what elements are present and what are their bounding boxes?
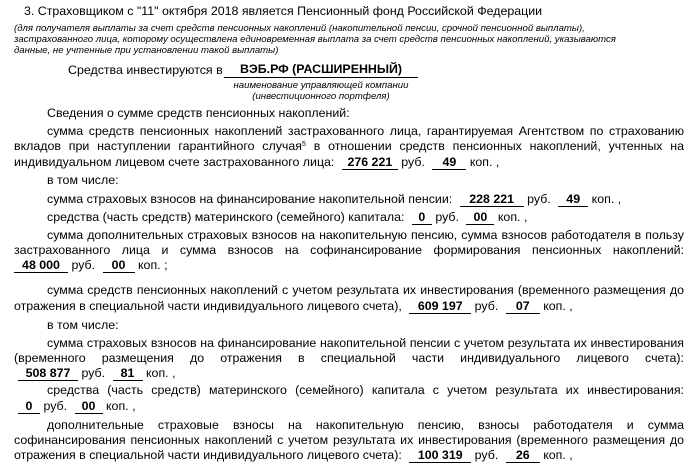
kop-label: коп. (469, 155, 493, 169)
block2-additional-line-2: софинансирования пенсионных накоплений с учетом результата их инвестирования (временного размещения до (14, 433, 684, 447)
rub-label: руб. (81, 366, 106, 380)
block2-line-2 (14, 299, 694, 314)
rub-label: руб. (401, 155, 425, 169)
investment-label: Средства инвестируются в (68, 63, 223, 77)
kop-label: коп. (543, 448, 566, 462)
header-line: 3. Страховщиком с "11" октября 2018 является Пенсионный фонд Российской Федерации (24, 4, 543, 18)
block1-line-1: сумма средств пенсионных накоплений застрахованного лица, гарантируемая Агентством по страхованию (47, 124, 684, 138)
manager-caption-2: (инвестиционного портфеля) (252, 91, 390, 102)
block2-additional-line-1: дополнительные страховые взносы на накопительную пенсию, взносы работодателя и сумма (47, 418, 684, 432)
block2-insurance-kop: 81 (113, 367, 143, 381)
block1-maternity-rub: 0 (412, 211, 432, 225)
comma: , (495, 155, 500, 169)
block2-maternity-line-2 (14, 399, 414, 414)
block2-additional-kop: 26 (506, 449, 540, 463)
block1-line-3 (14, 155, 694, 170)
block2-insurance-line-3 (14, 366, 414, 381)
block1-line-2 (14, 139, 684, 154)
comma: , (617, 192, 622, 206)
block2-kop-value: 07 (506, 300, 540, 314)
header-note-2: застрахованного лица, которому осуществлена единовременная выплата за счет средств пенсионных накоплений, указываются (14, 34, 616, 45)
kop-label: коп. (591, 192, 615, 206)
block2-additional-line-3 (14, 448, 694, 463)
block2-maternity-rub: 0 (18, 400, 40, 414)
kop-label: коп. (543, 299, 566, 313)
block2-maternity-line-1: средства (часть средств) материнского (семейного) капитала с учетом результата их инвестирования: (47, 383, 684, 397)
comma: , (523, 210, 528, 224)
block2-additional-line-3-text: отражения в специальной части индивидуального лицевого счета): (14, 448, 402, 462)
rub-label: руб. (527, 192, 551, 206)
block1-additional-line-3 (14, 258, 414, 273)
block2-line-1: сумма средств пенсионных накоплений с учетом результата их инвестирования (временного размещения до (47, 283, 684, 297)
block2-maternity-kop: 00 (75, 400, 103, 414)
rub-label: руб. (71, 258, 96, 272)
block1-maternity-label: средства (часть средств) материнского (семейного) капитала: (47, 210, 405, 224)
block1-maternity-kop: 00 (466, 211, 494, 225)
footnote-marker: 5 (301, 141, 306, 148)
block1-insurance-rub: 228 221 (460, 193, 524, 207)
kop-label: коп. (146, 366, 169, 380)
manager-caption-1: наименование управляющей компании (233, 80, 409, 91)
comma: , (569, 299, 573, 313)
block1-insurance (47, 192, 687, 207)
block1-line-2a: вкладов при наступлении гарантийного случая (14, 139, 302, 153)
block1-additional-kop: 00 (103, 259, 135, 273)
block2-additional-rub: 100 319 (409, 449, 471, 463)
block1-line-3-text: индивидуальном лицевом счете застрахованного лица: (14, 155, 335, 169)
kop-label: коп. (497, 210, 521, 224)
block2-insurance-line-2: (временного размещения до отражения в специальной части индивидуального лицевого счета): (14, 351, 684, 365)
block2-insurance-rub: 508 877 (18, 367, 78, 381)
block1-additional-line-1: сумма дополнительных страховых взносов на накопительную пенсию, сумма взносов работодателя в пользу (47, 228, 684, 242)
block1-incl: в том числе: (47, 173, 119, 187)
kop-label: коп. (138, 258, 161, 272)
semicolon: ; (164, 258, 168, 272)
manager-name: ВЭБ.РФ (РАСШИРЕННЫЙ) (224, 62, 418, 78)
header-note-3: данные, не учтенные при установлении такой выплаты) (14, 45, 279, 56)
section-title: Сведения о сумме средств пенсионных накоплений: (47, 106, 350, 120)
header-note-1: (для получателя выплаты за счет средств пенсионных накоплений (накопительной пенсии, срочной пенсионной выплаты), (14, 23, 585, 34)
block1-line-2b: в отношении средств пенсионных накоплений, учтенных на (313, 139, 684, 153)
block1-additional-line-2: застрахованного лица и сумма взносов на софинансирование формирования пенсионных накоплений: (14, 243, 684, 257)
block2-insurance-line-1: сумма страховых взносов на финансирование накопительной пенсии с учетом результата их инвестирования (47, 336, 684, 350)
block1-insurance-label: сумма страховых взносов на финансирование накопительной пенсии: (47, 192, 453, 206)
block2-line-2-text: отражения в специальной части индивидуального лицевого счета), (14, 299, 402, 313)
block1-rub-value: 276 221 (342, 156, 398, 170)
comma: , (569, 448, 573, 462)
rub-label: руб. (43, 399, 68, 413)
block1-insurance-kop: 49 (558, 193, 588, 207)
block1-additional-rub: 48 000 (14, 259, 68, 273)
comma: , (172, 366, 176, 380)
block1-kop-value: 49 (432, 156, 466, 170)
block2-incl: в том числе: (47, 318, 119, 332)
rub-label: руб. (435, 210, 459, 224)
comma: , (132, 399, 136, 413)
rub-label: руб. (474, 299, 499, 313)
kop-label: коп. (106, 399, 129, 413)
block2-rub-value: 609 197 (409, 300, 471, 314)
rub-label: руб. (474, 448, 499, 462)
block1-maternity (47, 210, 687, 225)
